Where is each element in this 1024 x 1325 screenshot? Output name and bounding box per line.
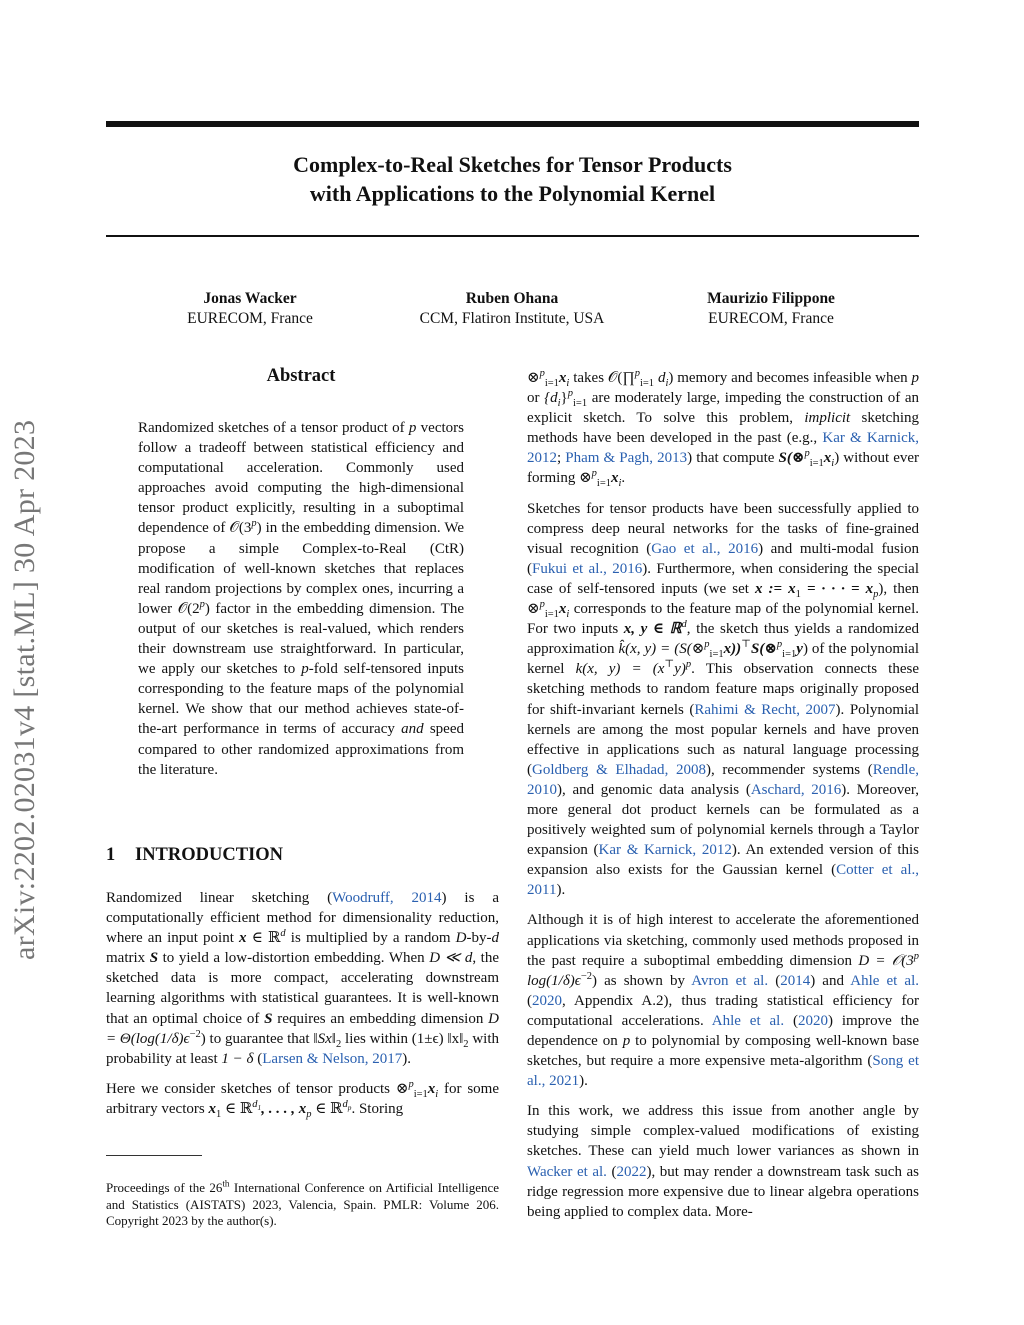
citation-link[interactable]: Ahle et al. <box>850 972 920 989</box>
citation-link[interactable]: 2020 <box>532 992 562 1009</box>
author-affiliation: EURECOM, France <box>187 310 313 327</box>
citation-link[interactable]: Goldberg & Elhadad, 2008 <box>532 761 706 778</box>
citation-link[interactable]: Ahle et al. <box>711 1012 785 1029</box>
citation-link[interactable]: Cotter et al., 2011 <box>527 862 919 899</box>
author-3 <box>641 289 901 329</box>
author-name: Maurizio Filippone <box>707 290 835 307</box>
abstract-body: Randomized sketches of a tensor product of p vectors follow a tradeoff between statistical efficiency and computational acceleration. Commonly used approaches avoid computing the high-dimensional tensor product explicitly, resulting in a suboptimal dependence of 𝒪(3$^p$) in the embedding dimension. We propose a simple Complex-to-Real (CtR) modification of well-known sketches that replaces real random projections by complex ones, incurring a lower 𝒪(2$^p$) factor in the embedding dimension. The output of our sketches is real-valued, which renders their downstream use straightforward. In particular, we apply our sketches to p-fold self-tensored inputs corresponding to the feature maps of the polynomial kernel. We show that our method achieves state-of-the-art performance in terms of accuracy and speed compared to other randomized approximations from the literature. <box>138 420 465 778</box>
author-2 <box>382 289 642 329</box>
citation-link[interactable]: 2020 <box>797 1012 828 1029</box>
citation-link[interactable]: Pham & Pagh, 2013 <box>565 450 688 467</box>
citation-link[interactable]: 2014 <box>780 972 811 989</box>
author-name: Jonas Wacker <box>203 290 297 307</box>
citation-link[interactable]: Kar & Karnick, 2012 <box>598 842 732 859</box>
author-affiliation: CCM, Flatiron Institute, USA <box>419 310 605 327</box>
paragraph: $\otimes^p_{i=1}x_i$ takes 𝒪(∏$^p_{i=1}$ $d_i$) memory and becomes infeasible when p or $\{d_i\}^p_{i=1}$ are moderately large, impeding the construction of an explicit sketch. To solve this problem, implicit sketching methods have been developed in the past (e.g., Kar & Karnick, 2012; Pham & Pagh, 2013) that compute $S(\otimes^p_{i=1}x_i)$ without ever forming $\otimes^p_{i=1}x_i$. <box>527 368 920 490</box>
citation-link[interactable]: Rahimi & Recht, 2007 <box>694 701 836 718</box>
citation-link[interactable]: Gao et al., 2016 <box>651 540 759 557</box>
footnote: Proceedings of the 26th International Conference on Artificial Intelligence and Statistics (AISTATS) 2023, Valencia, Spain. PMLR: Volume 206. Copyright 2023 by the author(s). <box>106 1178 499 1228</box>
title-bottom-rule <box>106 235 919 237</box>
citation-link[interactable]: Larsen & Nelson, 2017 <box>262 1050 403 1067</box>
citation-link[interactable]: Song et al., 2021 <box>527 1053 919 1090</box>
author-affiliation: EURECOM, France <box>708 310 834 327</box>
title-line-2: with Applications to the Polynomial Kernel <box>309 181 716 206</box>
paragraph: Here we consider sketches of tensor products $\otimes^p_{i=1}x_i$ for some arbitrary vectors $x_1$ ∈ ℝ$^{d_1}$, . . . , $x_p$ ∈ ℝ$^{d_p}$. Storing <box>106 1078 500 1120</box>
citation-link[interactable]: 2022 <box>616 1163 647 1180</box>
citation-link[interactable]: Avron et al. <box>691 972 769 989</box>
author-1 <box>120 289 380 329</box>
left-column <box>106 888 499 1129</box>
paragraph: Randomized linear sketching (Woodruff, 2014) is a computationally efficient method for dimensionality reduction, where an input point x ∈ ℝ$^d$ is multiplied by a random D-by-d matrix S to yield a low-distortion embedding. When D ≪ d, the sketched data is more compact, accelerating downstream learning algorithms with statistical guarantees. It is well-known that an optimal choice of S requires an embedding dimension $D = \Theta(\log(1/\delta)\epsilon^{-2})$ to guarantee that $‖Sx‖_2$ lies within (1±ϵ) $‖x‖_2$ with probability at least 1 − δ (Larsen & Nelson, 2017). <box>106 890 500 1067</box>
citation-link[interactable]: Kar & Karnick, 2012 <box>527 430 919 467</box>
citation-link[interactable]: Rendle, 2010 <box>527 761 919 798</box>
arxiv-identifier: arXiv:2202.02031v4 [stat.ML] 30 Apr 2023 <box>8 419 41 960</box>
abstract-heading: Abstract <box>266 366 336 386</box>
title-top-rule <box>106 121 919 127</box>
right-column <box>527 368 919 1232</box>
title-line-1: Complex-to-Real Sketches for Tensor Products <box>293 152 732 177</box>
author-name: Ruben Ohana <box>465 290 559 307</box>
paper-title <box>106 150 919 208</box>
paragraph: In this work, we address this issue from another angle by studying simple complex-valued modifications of existing sketches. These can yield much lower variances as shown in Wacker et al. (2022), but may render a downstream task such as ridge regression more expensive due to linear algebra operations being applied to complex data. More- <box>527 1103 919 1220</box>
paragraph: Sketches for tensor products have been successfully applied to compress deep neural networks for the tasks of fine-grained visual recognition (Gao et al., 2016) and multi-modal fusion (Fukui et al., 2016). Furthermore, when considering the special case of self-tensored inputs (we set x := $x_1$ = · · · = $x_p$), then $\otimes^p_{i=1}x_i$ corresponds to the feature map of the polynomial kernel. For two inputs x, y ∈ ℝ$^d$, the sketch thus yields a randomized approximation k̂(x, y) = (S(⊗$^p_{i=1}$x))⊤S(⊗$^p_{i=1}$y) of the polynomial kernel k(x, $y) = (x^⊤y)^p$. This observation connects these sketching methods to random feature maps originally proposed for shift-invariant kernels (Rahimi & Recht, 2007). Polynomial kernels are among the most popular kernels and have proven effective in applications such as natural language processing (Goldberg & Elhadad, 2008), recommender systems (Rendle, 2010), and genomic data analysis (Aschard, 2016). Moreover, more general dot product kernels can be formulated as a positively weighted sum of polynomial kernels through a Taylor expansion (Kar & Karnick, 2012). An extended version of this expansion also exists for the Gaussian kernel (Cotter et al., 2011). <box>527 500 920 899</box>
section-heading: 1 INTRODUCTION <box>106 845 284 865</box>
citation-link[interactable]: Aschard, 2016 <box>750 781 842 798</box>
footnote-rule <box>106 1155 202 1156</box>
citation-link[interactable]: Fukui et al., 2016 <box>532 560 643 577</box>
paragraph: Although it is of high interest to accelerate the aforementioned applications via sketching, commonly used methods proposed in the past require a suboptimal embedding dimension $D = 𝒪(3^p$ $\log(1/\delta)\epsilon^{-2}$) as shown by Avron et al. (2014) and Ahle et al. (2020, Appendix A.2), thus trading statistical efficiency for computational accelerations. Ahle et al. (2020) improve the dependence on p to polynomial by composing well-known base sketches, but require a more expensive meta-algorithm (Song et al., 2021). <box>527 912 920 1090</box>
citation-link[interactable]: Woodruff, 2014 <box>332 890 442 906</box>
citation-link[interactable]: Wacker et al. <box>527 1163 607 1180</box>
